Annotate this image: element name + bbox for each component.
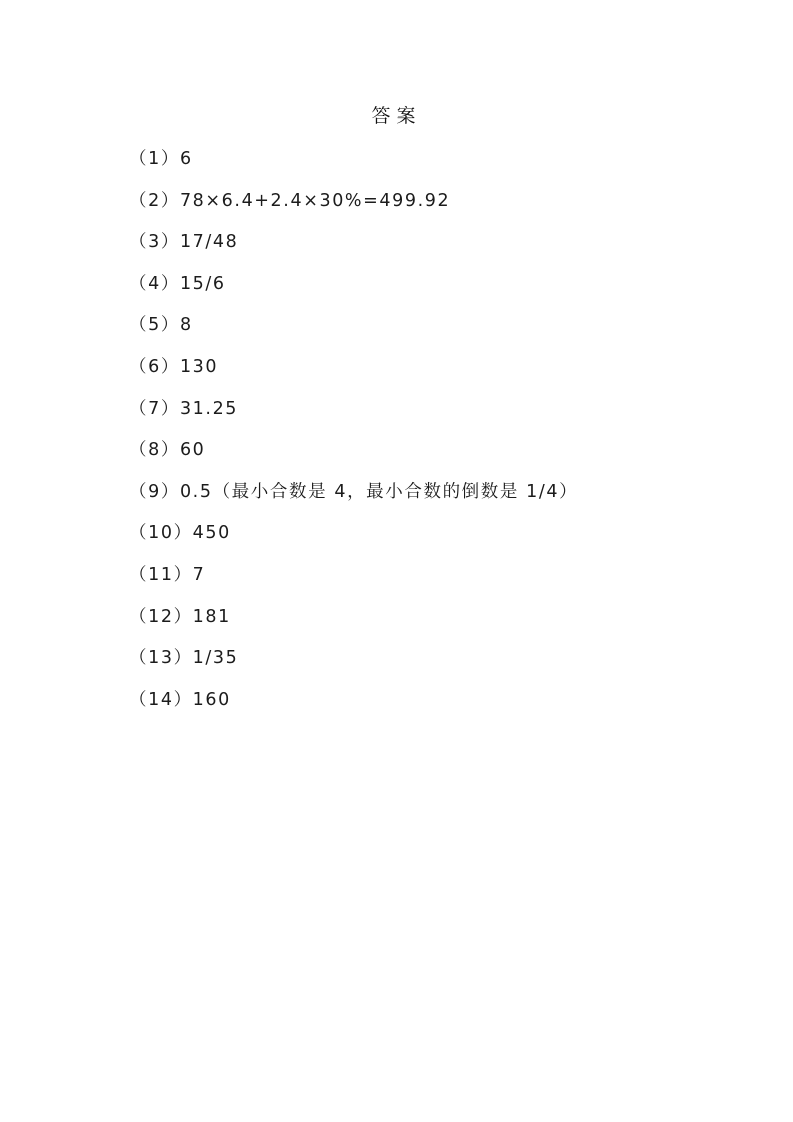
answer-text: 7 — [192, 564, 206, 585]
answer-text: 181 — [192, 606, 231, 627]
answer-number: （2） — [129, 190, 180, 211]
page-title: 答案 — [371, 105, 422, 127]
answer-number: （7） — [129, 398, 180, 419]
answer-text: 60 — [179, 440, 206, 461]
answer-text: 8 — [179, 315, 193, 336]
answer-text: 0.5（最小合数是 4，最小合数的倒数是 1/4） — [179, 481, 579, 502]
answer-item-4 — [129, 272, 578, 314]
answer-text: 6 — [179, 149, 193, 169]
answer-item-14 — [129, 688, 578, 730]
answer-number: （10） — [129, 523, 193, 544]
answer-text: 130 — [179, 356, 219, 377]
answer-number: （14） — [129, 689, 193, 710]
answer-text: 1/35 — [192, 648, 239, 669]
answer-number: （6） — [129, 356, 180, 377]
answer-item-8 — [129, 438, 578, 480]
answer-number: （3） — [129, 232, 180, 253]
answer-number: （12） — [129, 606, 193, 627]
answer-text: 15/6 — [179, 273, 226, 294]
answer-text: 160 — [192, 689, 231, 710]
answer-item-12 — [129, 605, 578, 647]
answer-number: （11） — [129, 564, 193, 585]
answer-list — [129, 147, 578, 729]
answer-item-10 — [129, 521, 578, 563]
answer-item-3 — [129, 230, 578, 272]
answer-item-9 — [129, 480, 578, 522]
answer-text: 17/48 — [179, 232, 239, 253]
answer-text: 31.25 — [179, 398, 239, 419]
answer-number: （9） — [129, 481, 180, 502]
answer-item-11 — [129, 563, 578, 605]
answer-item-1 — [129, 147, 578, 189]
answer-number: （4） — [129, 273, 180, 294]
answer-item-13 — [129, 646, 578, 688]
answer-text: 450 — [192, 523, 231, 544]
answer-item-2 — [129, 189, 578, 231]
answer-number: （8） — [129, 440, 180, 461]
answer-item-7 — [129, 397, 578, 439]
answer-item-6 — [129, 355, 578, 397]
answer-text: 78×6.4+2.4×30%=499.92 — [179, 190, 451, 211]
answer-number: （1） — [129, 149, 180, 169]
answer-number: （13） — [129, 648, 193, 669]
answer-number: （5） — [129, 315, 180, 336]
answer-item-5 — [129, 313, 578, 355]
